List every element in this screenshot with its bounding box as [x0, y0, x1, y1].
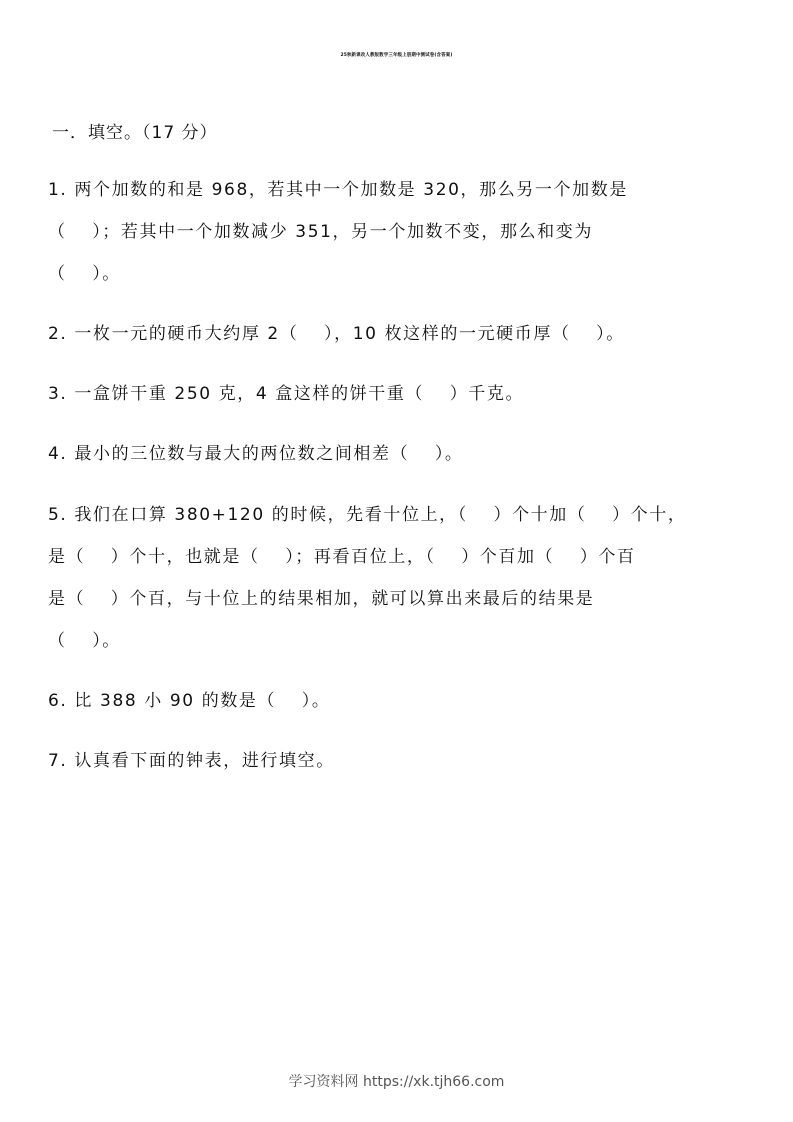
question-5-line-4: （ ）。 — [48, 631, 121, 651]
question-3: 3. 一盒饼干重 250 克，4 盒这样的饼干重（ ）千克。 — [48, 384, 525, 404]
footer-watermark: 学习资料网 https://xk.tjh66.com — [288, 1074, 505, 1090]
question-1-line-3: （ ）。 — [48, 264, 121, 284]
question-5-line-1: 5. 我们在口算 380+120 的时候，先看十位上，（ ）个十加（ ）个十， — [48, 505, 687, 525]
page-title: 25秋新课改人教版数学三年级上册期中测试卷(含答案) — [340, 53, 453, 58]
section-heading: 一．填空。（17 分） — [52, 123, 218, 143]
question-5-line-2: 是（ ）个十，也就是（ ）；再看百位上，（ ）个百加（ ）个百 — [48, 547, 636, 567]
question-6: 6. 比 388 小 90 的数是（ ）。 — [48, 691, 331, 711]
question-1-line-1: 1. 两个加数的和是 968，若其中一个加数是 320，那么另一个加数是 — [48, 180, 628, 200]
question-5-line-3: 是（ ）个百，与十位上的结果相加，就可以算出来最后的结果是 — [48, 589, 595, 609]
question-4: 4. 最小的三位数与最大的两位数之间相差（ ）。 — [48, 444, 464, 464]
question-7: 7. 认真看下面的钟表，进行填空。 — [48, 751, 335, 771]
question-1-line-2: （ ）；若其中一个加数减少 351，另一个加数不变，那么和变为 — [48, 222, 593, 242]
question-2: 2. 一枚一元的硬币大约厚 2（ ），10 枚这样的一元硬币厚（ ）。 — [48, 324, 625, 344]
